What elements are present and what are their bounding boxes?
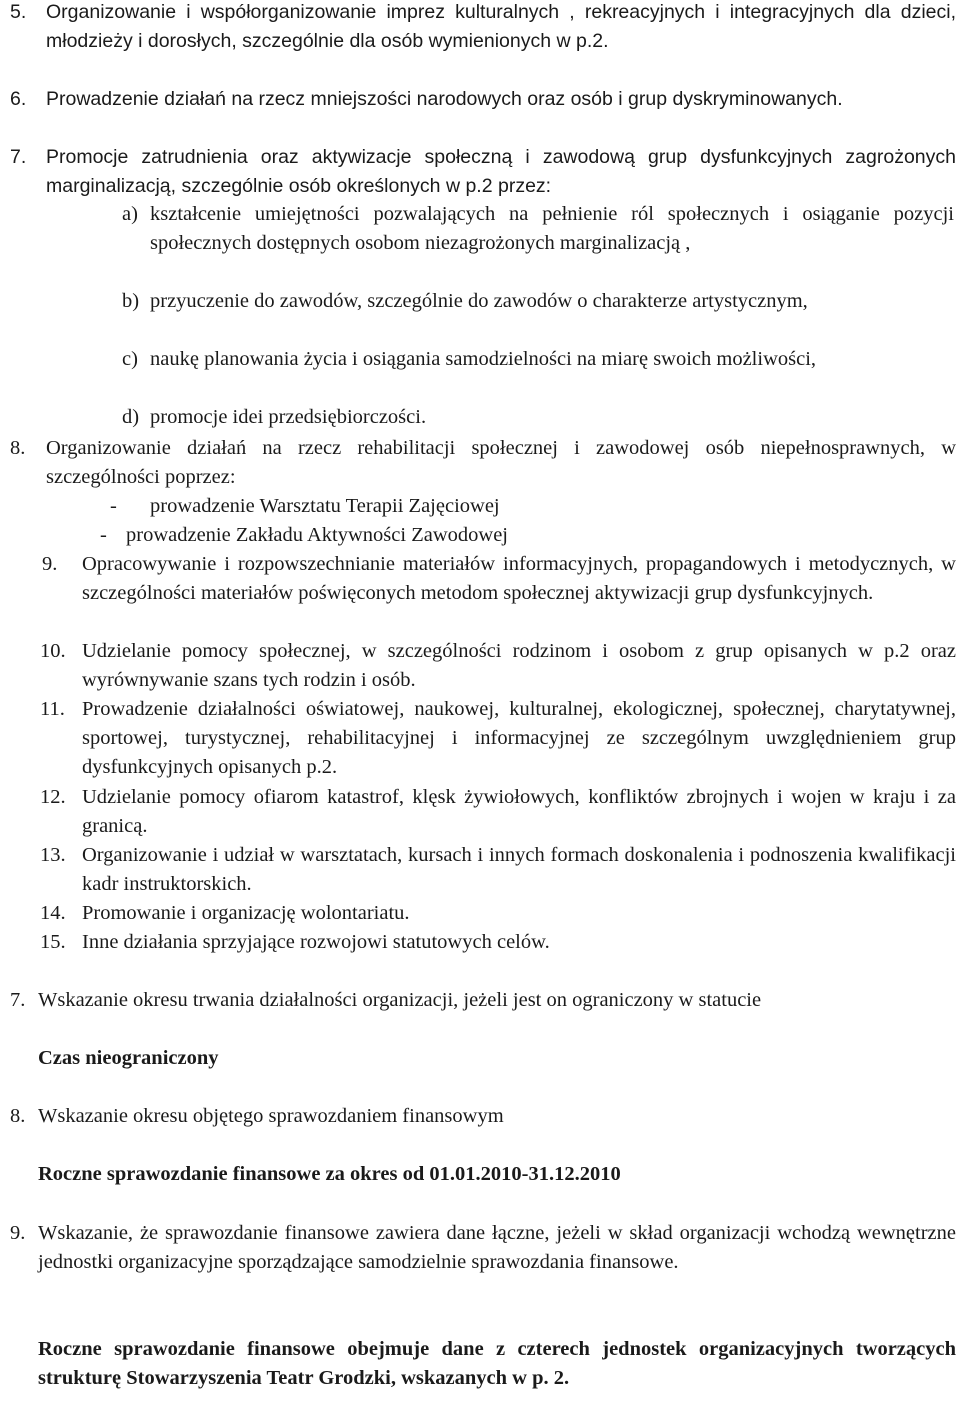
list-item-text: Promocje zatrudnienia oraz aktywizacje społeczną i zawodową grup dysfunkcyjnych zagrożonych marginalizacją, szczególnie osób określonych w p.2 przez: [46, 146, 956, 197]
list-item [40, 841, 956, 899]
dash-list-item [100, 521, 960, 550]
section-number: 8. [10, 1105, 26, 1127]
list-item [40, 637, 956, 695]
sub-list-item [122, 200, 954, 258]
sub-list-item [122, 403, 954, 432]
list-item-number: 14. [40, 902, 66, 924]
section-text: Wskazanie okresu objętego sprawozdaniem finansowym [38, 1105, 504, 1127]
section-answer: Czas nieograniczony [38, 1047, 219, 1069]
section-number: 9. [10, 1222, 26, 1244]
dash-list-item-text: prowadzenie Warsztatu Terapii Zajęciowej [150, 495, 500, 517]
dash-list-item [100, 492, 960, 521]
list-item-number: 15. [40, 931, 66, 953]
list-item [40, 899, 956, 928]
list-item-number: 13. [40, 844, 66, 866]
sub-list-item-letter: a) [122, 203, 138, 225]
dash-marker: - [110, 495, 117, 517]
list-item-text: Organizowanie i udział w warsztatach, kursach i innych formach doskonalenia i podnoszenia kwalifikacji kadr instruktorskich. [82, 844, 956, 895]
list-item [40, 695, 956, 782]
list-item [10, 0, 956, 56]
section-answer: Roczne sprawozdanie finansowe za okres od 01.01.2010-31.12.2010 [38, 1163, 621, 1185]
list-item [10, 85, 956, 114]
list-item-text: Udzielanie pomocy społecznej, w szczególności rodzinom i osobom z grup opisanych w p.2 oraz wyrównywanie szans tych rodzin i osób. [82, 640, 956, 691]
sub-list-item-text: naukę planowania życia i osiągania samodzielności na miarę swoich możliwości, [150, 348, 817, 370]
sub-list-item-text: przyuczenie do zawodów, szczególnie do zawodów o charakterze artystycznym, [150, 290, 808, 312]
dash-marker: - [100, 524, 107, 546]
section-answer: Roczne sprawozdanie finansowe obejmuje dane z czterech jednostek organizacyjnych tworzących strukturę Stowarzyszenia Teatr Grodzki, wskazanych w p. 2. [38, 1338, 956, 1389]
section-heading [10, 1219, 956, 1277]
list-item [10, 434, 956, 492]
list-item-text: Prowadzenie działalności oświatowej, naukowej, kulturalnej, ekologicznej, społecznej, charytatywnej, sportowej, turystycznej, rehabilitacyjnej i informacyjnej ze szczególnym uwzględnieniem grup dysfunkcyjnych opisanych p.2. [82, 698, 956, 778]
list-item-text: Promowanie i organizację wolontariatu. [82, 902, 410, 924]
sub-list-item [122, 287, 954, 316]
list-item-number: 10. [40, 640, 66, 662]
sub-list-item-text: kształcenie umiejętności pozwalających na pełnienie ról społecznych i osiąganie pozycji społecznych dostępnych osobom niezagrożonych marginalizacją , [150, 203, 954, 254]
list-item-text: Inne działania sprzyjające rozwojowi statutowych celów. [82, 931, 550, 953]
list-item [40, 550, 956, 608]
sub-list-item [122, 345, 954, 374]
section-number: 7. [10, 989, 26, 1011]
list-item [40, 783, 956, 841]
sub-list-item-letter: d) [122, 406, 140, 428]
sub-list-item-letter: b) [122, 290, 140, 312]
section-text: Wskazanie, że sprawozdanie finansowe zawiera dane łączne, jeżeli w skład organizacji wchodzą wewnętrzne jednostki organizacyjne sporządzające samodzielnie sprawozdania finansowe. [38, 1222, 956, 1273]
list-item [10, 143, 956, 201]
dash-list-item-text: prowadzenie Zakładu Aktywności Zawodowej [126, 524, 508, 546]
list-item-text: Udzielanie pomocy ofiarom katastrof, klęsk żywiołowych, konfliktów zbrojnych i wojen w kraju i za granicą. [82, 786, 956, 837]
section-heading [10, 1102, 956, 1131]
list-item-number: 11. [40, 698, 65, 720]
section-text: Wskazanie okresu trwania działalności organizacji, jeżeli jest on ograniczony w statucie [38, 989, 762, 1011]
list-item-number: 8. [10, 437, 26, 459]
list-item-number: 9. [42, 553, 58, 575]
list-item-text: Organizowanie działań na rzecz rehabilitacji społecznej i zawodowej osób niepełnosprawnych, w szczególności poprzez: [46, 437, 956, 488]
sub-list-item-text: promocje idei przedsiębiorczości. [150, 406, 427, 428]
list-item-text: Opracowywanie i rozpowszechnianie materiałów informacyjnych, propagandowych i metodycznych, w szczególności materiałów poświęconych metodom społecznej aktywizacji grup dysfunkcyjnych. [82, 553, 956, 604]
section-heading [10, 986, 956, 1015]
sub-list-item-letter: c) [122, 348, 138, 370]
list-item-number: 7. [10, 146, 27, 168]
list-item [40, 928, 956, 957]
list-item-number: 5. [10, 1, 27, 23]
list-item-text: Prowadzenie działań na rzecz mniejszości narodowych oraz osób i grup dyskryminowanych. [46, 88, 843, 110]
list-item-text: Organizowanie i współorganizowanie imprez kulturalnych , rekreacyjnych i integracyjnych dla dzieci, młodzieży i dorosłych, szczególnie dla osób wymienionych w p.2. [46, 1, 956, 52]
list-item-number: 12. [40, 786, 66, 808]
list-item-number: 6. [10, 88, 27, 110]
